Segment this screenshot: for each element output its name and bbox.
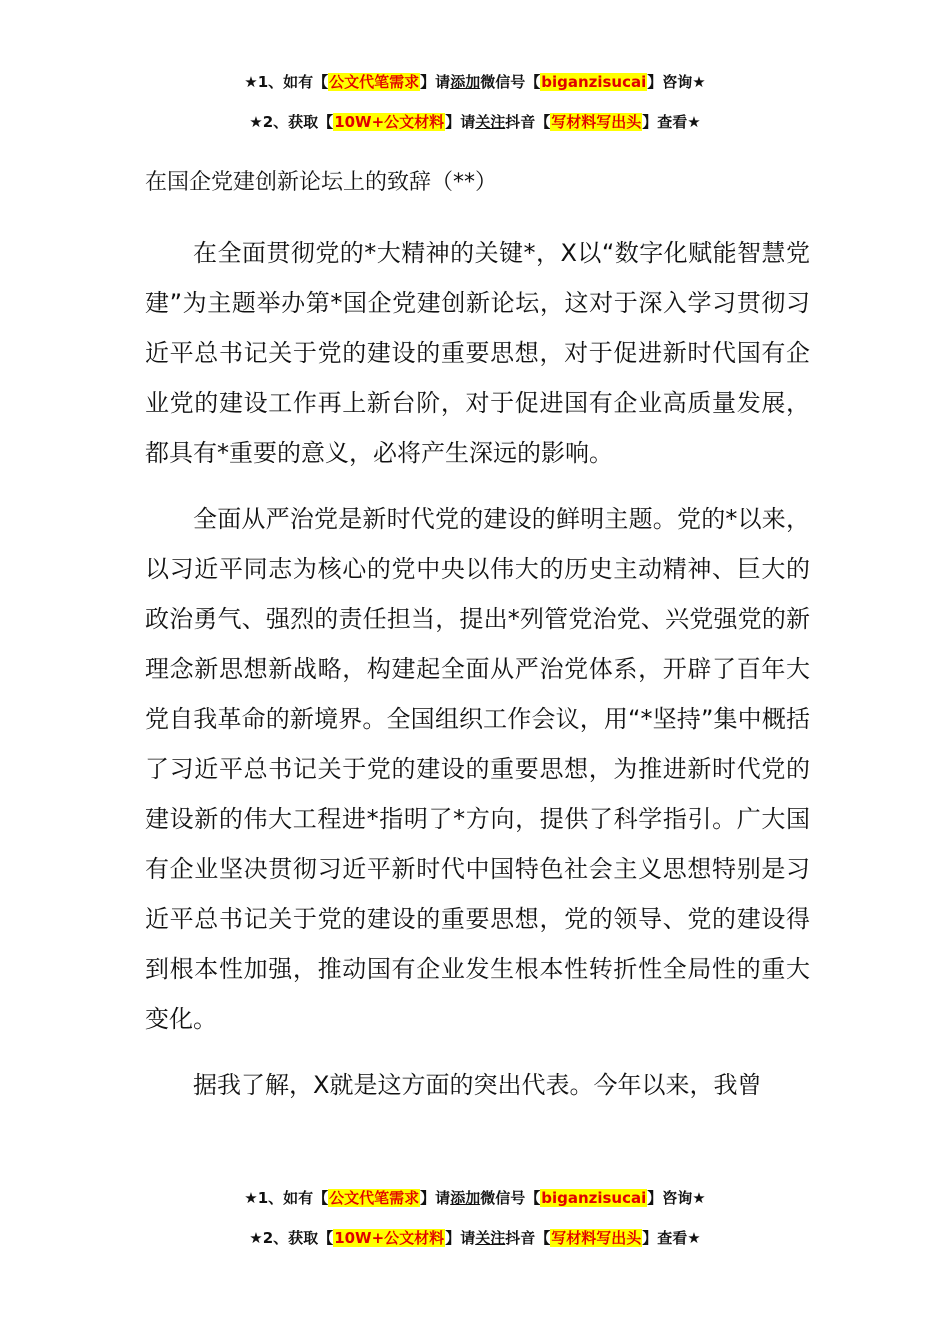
banner-text: 】请 [420, 73, 451, 91]
banner-text: 微信号【 [480, 1189, 541, 1207]
banner-highlight-douyin-account: 写材料写出头 [551, 1229, 642, 1247]
banner-highlight-wechat-id: biganzisucai [541, 1189, 647, 1207]
banner-suffix: 】咨询★ [647, 73, 706, 91]
banner-highlight-service: 公文代笔需求 [329, 1189, 420, 1207]
banner-suffix: 】查看★ [642, 113, 701, 131]
banner-highlight-materials: 10W+公文材料 [334, 113, 445, 131]
banner-highlight-douyin-account: 写材料写出头 [551, 113, 642, 131]
document-body [145, 228, 810, 1126]
paragraph: 据我了解，X就是这方面的突出代表。今年以来，我曾 [193, 1071, 762, 1099]
paragraph: 全面从严治党是新时代党的建设的鲜明主题。党的*以来，以习近平同志为核心的党中央以伟大的历史主动精神、巨大的政治勇气、强烈的责任担当，提出*列管党治党、兴党强党的新理念新思想新战略，构建起全面从严治党体系，开辟了百年大党自我革命的新境界。全国组织工作会议，用“*坚持”集中概括了习近平总书记关于党的建设的重要思想，为推进新时代党的建设新的伟大工程进*指明了*方向，提供了科学指引。广大国有企业坚决贯彻习近平新时代中国特色社会主义思想特别是习近平总书记关于党的建设的重要思想，党的领导、党的建设得到根本性加强，推动国有企业发生根本性转折性全局性的重大变化。 [145, 505, 810, 1033]
banner-suffix: 】咨询★ [647, 1189, 706, 1207]
banner-underlined-text: 添加 [450, 73, 481, 91]
top-banner-line-2 [0, 112, 950, 132]
banner-text: 】请 [445, 113, 476, 131]
banner-text: 】请 [420, 1189, 451, 1207]
top-banner-line-1 [0, 72, 950, 92]
paragraph: 在全面贯彻党的*大精神的关键*，X以“数字化赋能智慧党建”为主题举办第*国企党建创新论坛，这对于深入学习贯彻习近平总书记关于党的建设的重要思想，对于促进新时代国有企业党的建设工作再上新台阶，对于促进国有企业高质量发展，都具有*重要的意义，必将产生深远的影响。 [145, 239, 810, 467]
banner-underlined-text: 关注 [475, 113, 506, 131]
banner-highlight-materials: 10W+公文材料 [334, 1229, 445, 1247]
bottom-banner-line-1 [0, 1188, 950, 1208]
banner-highlight-service: 公文代笔需求 [329, 73, 420, 91]
banner-text: 抖音【 [505, 1229, 551, 1247]
bottom-banner-line-2 [0, 1228, 950, 1248]
banner-underlined-text: 添加 [450, 1189, 481, 1207]
banner-text: 微信号【 [480, 73, 541, 91]
banner-prefix: ★2、获取【 [249, 1229, 334, 1247]
banner-prefix: ★1、如有【 [244, 73, 329, 91]
banner-underlined-text: 关注 [475, 1229, 506, 1247]
banner-prefix: ★1、如有【 [244, 1189, 329, 1207]
banner-highlight-wechat-id: biganzisucai [541, 73, 647, 91]
banner-text: 抖音【 [505, 113, 551, 131]
banner-suffix: 】查看★ [642, 1229, 701, 1247]
banner-prefix: ★2、获取【 [249, 113, 334, 131]
document-title: 在国企党建创新论坛上的致辞（**） [145, 170, 498, 195]
banner-text: 】请 [445, 1229, 476, 1247]
